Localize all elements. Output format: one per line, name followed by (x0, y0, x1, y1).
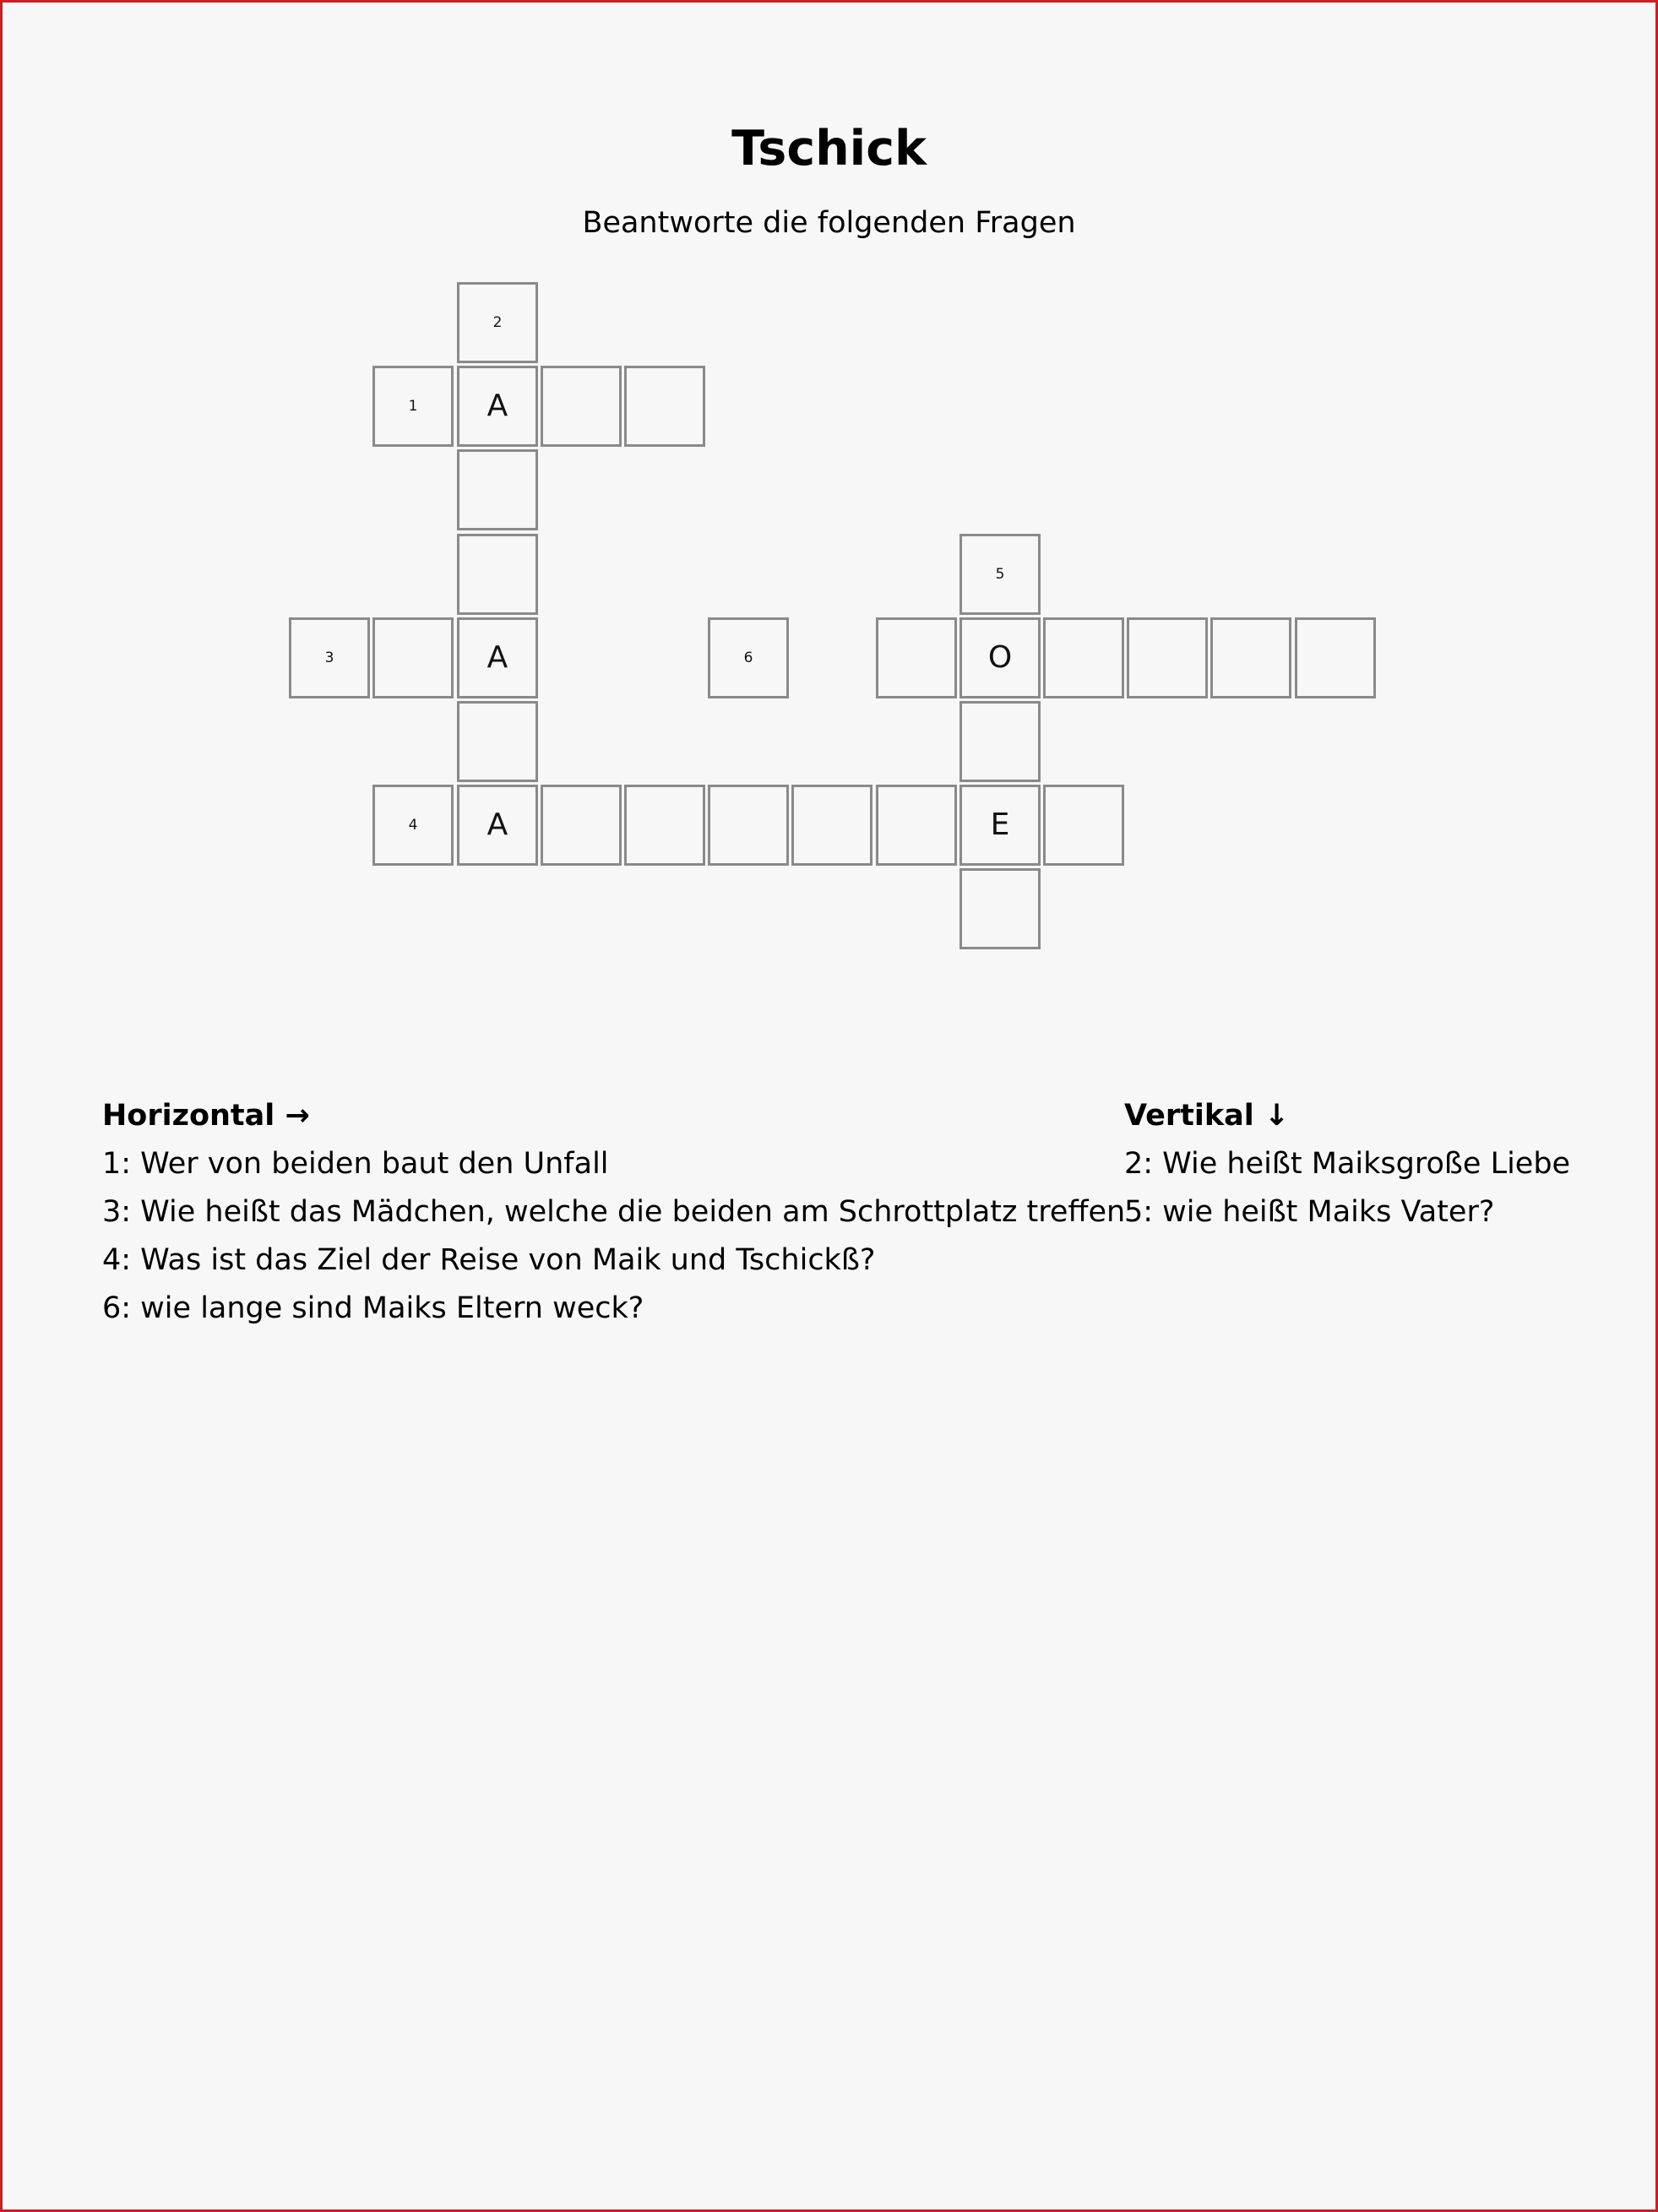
crossword-cell[interactable] (624, 366, 705, 447)
crossword-cell[interactable] (959, 617, 1041, 698)
crossword-cell[interactable] (959, 785, 1041, 866)
crossword-cell[interactable] (372, 617, 454, 698)
clue-horizontal-6: 6: wie lange sind Maiks Eltern weck? (102, 1291, 644, 1325)
page-title: Tschick (731, 121, 927, 177)
crossword-cell[interactable] (959, 534, 1041, 615)
horizontal-clues-heading: Horizontal → (102, 1099, 310, 1133)
clue-number: 6 (743, 649, 753, 666)
crossword-cell[interactable] (457, 366, 538, 447)
crossword-cell[interactable] (372, 785, 454, 866)
crossword-cell[interactable] (457, 449, 538, 530)
clue-number: 2 (492, 314, 503, 331)
clue-vertical-5: 5: wie heißt Maiks Vater? (1124, 1195, 1495, 1229)
cell-letter: A (487, 640, 508, 675)
cell-letter: A (487, 807, 508, 842)
crossword-cell[interactable] (457, 534, 538, 615)
crossword-cell[interactable] (959, 701, 1041, 782)
crossword-cell[interactable] (1043, 785, 1124, 866)
cell-letter: O (987, 640, 1013, 675)
crossword-cell[interactable] (791, 785, 872, 866)
crossword-cell[interactable] (876, 785, 957, 866)
clue-number: 3 (324, 649, 334, 666)
cell-letter: E (990, 807, 1010, 842)
crossword-cell[interactable] (1295, 617, 1376, 698)
clue-horizontal-4: 4: Was ist das Ziel der Reise von Maik und Tschickß? (102, 1243, 876, 1277)
clue-horizontal-1: 1: Wer von beiden baut den Unfall (102, 1147, 609, 1181)
crossword-cell[interactable] (541, 785, 622, 866)
cell-letter: A (487, 389, 508, 423)
clue-number: 5 (995, 566, 1005, 583)
crossword-cell[interactable] (876, 617, 957, 698)
crossword-cell[interactable] (1210, 617, 1291, 698)
crossword-cell[interactable] (457, 282, 538, 363)
crossword-cell[interactable] (708, 617, 789, 698)
crossword-cell[interactable] (959, 868, 1041, 949)
crossword-cell[interactable] (624, 785, 705, 866)
clue-number: 1 (408, 398, 418, 415)
clue-horizontal-3: 3: Wie heißt das Mädchen, welche die beiden am Schrottplatz treffen (102, 1195, 1126, 1229)
vertical-clues (1124, 1092, 1631, 1236)
crossword-cell[interactable] (708, 785, 789, 866)
crossword-cell[interactable] (541, 366, 622, 447)
crossword-cell[interactable] (289, 617, 370, 698)
clue-number: 4 (408, 817, 418, 834)
crossword-cell[interactable] (1043, 617, 1124, 698)
crossword-cell[interactable] (457, 701, 538, 782)
clue-vertical-2: 2: Wie heißt Maiksgroße Liebe (1124, 1147, 1571, 1181)
crossword-cell[interactable] (457, 617, 538, 698)
page-subtitle: Beantworte die folgenden Fragen (582, 206, 1076, 240)
crossword-cell[interactable] (457, 785, 538, 866)
crossword-cell[interactable] (372, 366, 454, 447)
crossword-cell[interactable] (1127, 617, 1208, 698)
vertical-clues-heading: Vertikal ↓ (1124, 1099, 1290, 1133)
horizontal-clues (102, 1092, 1126, 1333)
